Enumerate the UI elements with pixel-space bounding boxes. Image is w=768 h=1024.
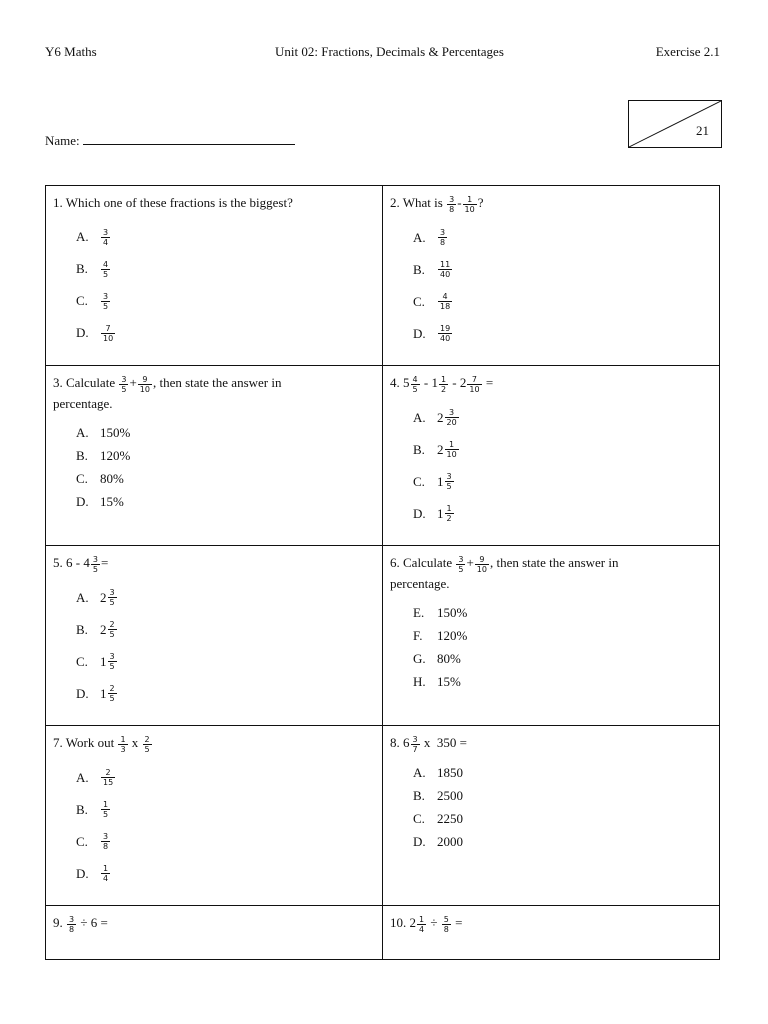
fraction: $\frac{4}{5}$ [412,374,418,394]
fraction: $\frac{3}{5}$ [92,554,98,574]
fraction: $\frac{3}{20}$ [446,408,457,428]
fraction: $\frac{1}{4}$ [103,864,109,884]
fraction: $\frac{4}{18}$ [440,292,451,312]
option-c[interactable]: C. 1 $\frac{3}{5}$ [76,652,115,672]
options-list [53,422,375,514]
header-unit-title: Unit 02: Fractions, Decimals & Percentages [275,44,504,59]
fraction: $\frac{3}{8}$ [449,194,455,214]
question-6 [383,546,720,726]
question-2 [383,186,720,366]
question-stem: 6. Calculate $\frac{3}{5}$ + $\frac{9}{10}$ , then state the answer in percentage. [390,554,619,591]
option-d[interactable]: D. 15% [76,494,124,510]
option-b[interactable]: B. 2 $\frac{2}{5}$ [76,620,115,640]
score-total: 21 [696,123,709,138]
fraction: $\frac{3}{5}$ [109,588,115,608]
question-5 [46,546,383,726]
option-a[interactable]: A. $\frac{3}{8}$ [413,228,446,248]
option-b[interactable]: B. $\frac{1}{5}$ [76,800,109,820]
options-list [390,762,712,854]
question-number: 4. [390,375,400,390]
option-c[interactable]: C. $\frac{4}{18}$ [413,292,451,312]
name-field[interactable] [45,132,295,149]
score-box [628,100,722,148]
fraction: $\frac{2}{5}$ [109,684,115,704]
question-stem: 7. Work out $\frac{1}{3}$ x $\frac{2}{5}$ [53,734,150,754]
question-grid [45,185,720,960]
options-list [53,762,375,890]
option-c[interactable]: C. 2250 [413,811,463,827]
question-7 [46,726,383,906]
question-number: 5. [53,555,63,570]
question-stem: 8. 6 $\frac{3}{7}$ x 350 = [390,734,467,754]
fraction: $\frac{1}{2}$ [440,374,447,394]
question-stem: 4. 5 $\frac{4}{5}$ - 1 $\frac{1}{2}$ - 2 $\frac{7}{10}$ = [390,374,494,394]
fraction: $\frac{1}{2}$ [446,504,452,524]
fraction: $\frac{3}{8}$ [440,228,446,248]
option-d[interactable]: D. $\frac{19}{40}$ [413,324,451,344]
option-d[interactable]: D. 1 $\frac{2}{5}$ [76,684,115,704]
question-9 [46,906,383,960]
options-list [53,582,375,710]
option-c[interactable]: C. $\frac{3}{5}$ [76,291,109,311]
option-c[interactable]: C. 1 $\frac{3}{5}$ [413,472,452,492]
header-exercise: Exercise 2.1 [655,44,720,59]
option-a[interactable]: A. $\frac{3}{4}$ [76,227,109,247]
question-number: 9. [53,915,63,930]
name-label: Name: [45,133,80,148]
name-blank-line[interactable] [83,132,295,145]
question-stem: 3. Calculate $\frac{3}{5}$ + $\frac{9}{10}$ , then state the answer in percentage. [53,374,282,411]
option-b[interactable]: B. 2500 [413,788,463,804]
fraction: $\frac{3}{5}$ [458,554,464,574]
question-stem: 2. What is $\frac{3}{8}$ - $\frac{1}{10}$ ? [390,194,484,214]
fraction: $\frac{3}{5}$ [121,374,127,394]
option-f[interactable]: F. 120% [413,628,468,644]
option-d[interactable]: D. 2000 [413,834,463,850]
option-h[interactable]: H. 15% [413,674,461,690]
option-a[interactable]: A. 2 $\frac{3}{20}$ [413,408,457,428]
question-number: 8. [390,735,400,750]
options-list [390,402,712,530]
fraction: $\frac{3}{8}$ [69,914,75,934]
question-text: Which one of these fractions is the biggest? [65,195,293,210]
fraction: $\frac{3}{5}$ [103,291,109,311]
option-g[interactable]: G. 80% [413,651,461,667]
options-list [390,222,712,350]
fraction: $\frac{5}{8}$ [443,914,449,934]
fraction: $\frac{2}{5}$ [109,620,115,640]
fraction: $\frac{4}{5}$ [103,259,109,279]
option-b[interactable]: B. 2 $\frac{1}{10}$ [413,440,457,460]
fraction: $\frac{2}{5}$ [144,734,150,754]
fraction: $\frac{1}{3}$ [120,734,126,754]
fraction: $\frac{7}{10}$ [469,374,480,394]
fraction: $\frac{11}{40}$ [440,260,451,280]
question-8 [383,726,720,906]
question-number: 7. [53,735,63,750]
question-stem: 10. 2 $\frac{1}{4}$ ÷ $\frac{5}{8}$ = [390,914,463,934]
question-number: 3. [53,375,63,390]
question-number: 2. [390,195,400,210]
question-3 [46,366,383,546]
option-a[interactable]: A. 150% [76,425,131,441]
fraction: $\frac{1}{4}$ [419,914,425,934]
question-number: 10. [390,915,407,930]
fraction: $\frac{9}{10}$ [476,554,487,574]
option-d[interactable]: D. $\frac{7}{10}$ [76,323,114,343]
question-10 [383,906,720,960]
fraction: $\frac{3}{8}$ [103,832,109,852]
fraction: $\frac{2}{15}$ [103,768,114,788]
option-c[interactable]: C. 80% [76,471,124,487]
fraction: $\frac{3}{7}$ [412,734,418,754]
options-list [53,221,375,349]
option-b[interactable]: B. $\frac{11}{40}$ [413,260,451,280]
question-stem: 5. 6 - 4 $\frac{3}{5}$ = [53,554,109,574]
header-subject: Y6 Maths [45,44,97,59]
fraction: $\frac{3}{5}$ [109,652,115,672]
fraction: $\frac{9}{10}$ [139,374,150,394]
option-a[interactable]: A. $\frac{2}{15}$ [76,768,114,788]
option-b[interactable]: B. $\frac{4}{5}$ [76,259,109,279]
fraction: $\frac{3}{4}$ [103,227,109,247]
option-a[interactable]: A. 2 $\frac{3}{5}$ [76,588,115,608]
fraction: $\frac{1}{5}$ [103,800,109,820]
option-a[interactable]: A. 1850 [413,765,463,781]
option-b[interactable]: B. 120% [76,448,131,464]
option-c[interactable]: C. $\frac{3}{8}$ [76,832,109,852]
question-1 [46,186,383,366]
options-list [390,602,712,694]
fraction: $\frac{7}{10}$ [103,323,114,343]
question-number: 1. [53,195,63,210]
fraction: $\frac{19}{40}$ [440,324,451,344]
question-number: 6. [390,555,400,570]
fraction: $\frac{3}{5}$ [446,472,452,492]
fraction: $\frac{1}{10}$ [446,440,457,460]
question-stem [53,193,375,213]
option-d[interactable]: D. 1 $\frac{1}{2}$ [413,504,452,524]
option-e[interactable]: E. 150% [413,605,468,621]
question-stem: 9. $\frac{3}{8}$ ÷ 6 = [53,914,108,934]
fraction: $\frac{1}{10}$ [464,194,475,214]
question-4 [383,366,720,546]
option-d[interactable]: D. $\frac{1}{4}$ [76,864,109,884]
